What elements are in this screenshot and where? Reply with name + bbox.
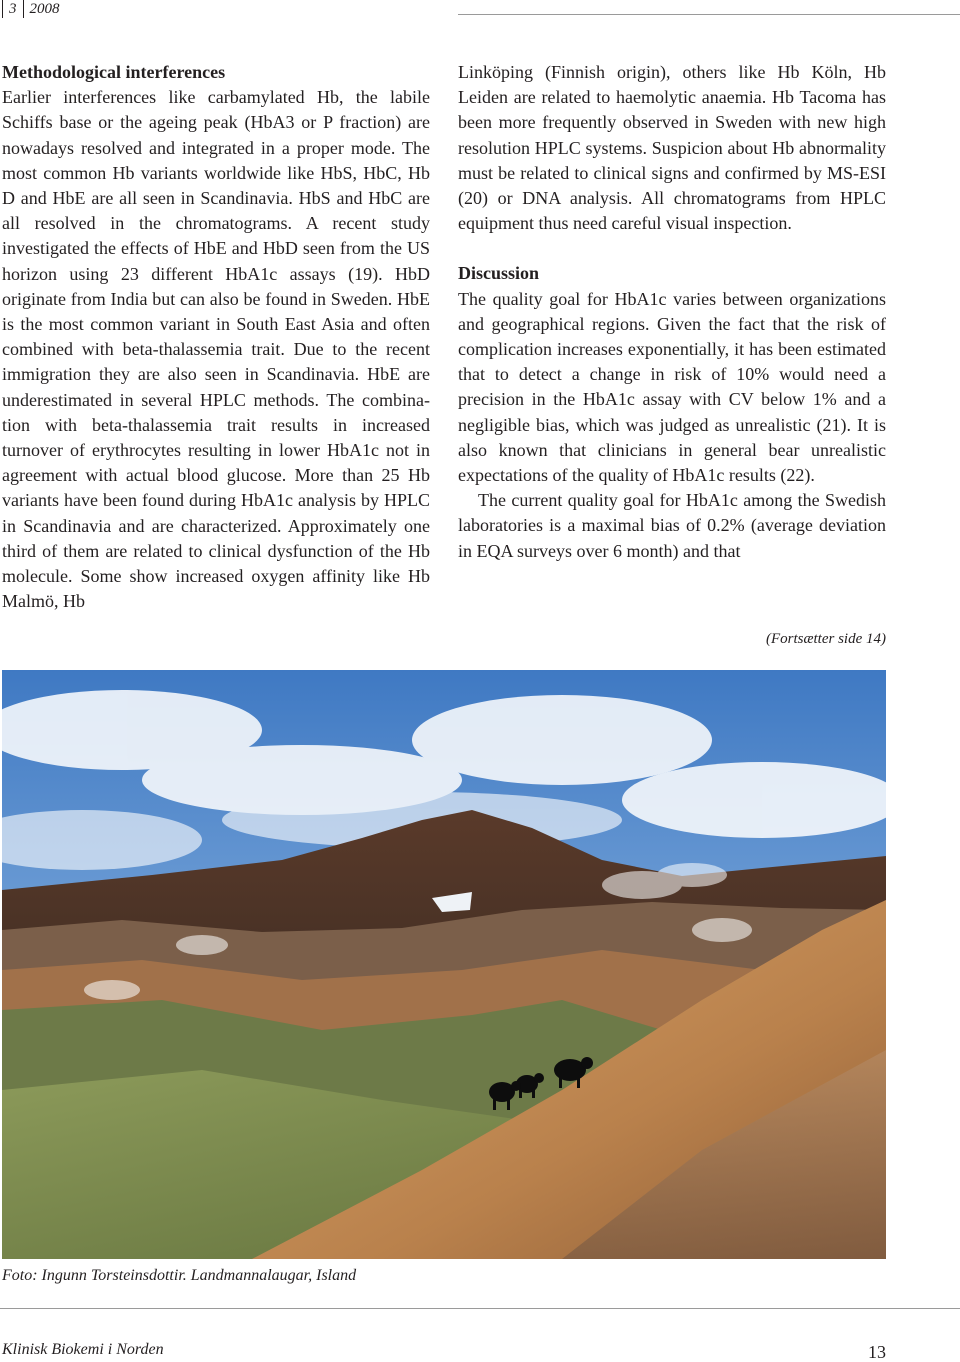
issue-label [2,0,66,20]
left-column [2,60,430,614]
footer-rule [0,1308,960,1309]
journal-name: Klinisk Biokemi i Norden [2,1341,164,1358]
section-heading-methodological: Methodological interferences [2,62,226,82]
landscape-photo [2,670,886,1259]
body-paragraph: Linköping (Finnish origin), others like Hb Köln, Hb Leiden are related to haemolytic anaemia. Hb Tacoma has been more frequently observed in Sweden with new high resolution HPLC systems. Suspicion about Hb abnormality must be related to clinical signs and confirmed by MS-ESI (20) or DNA analysis. All chromatograms from HPLC equipment thus need careful visual inspection. [458,62,886,234]
issue-year: 2008 [29,1,60,17]
photo-caption: Foto: Ingunn Torsteinsdottir. Landmannalaugar, Island [2,1267,357,1284]
body-paragraph: The current quality goal for HbA1c among the Swedish laboratories is a maximal bias of 0.2% (average deviation in EQA surveys over 6 month) and that [458,490,886,561]
issue-number: 3 [9,1,17,17]
body-paragraph: Earlier interferences like carbamylated Hb, the labile Schiffs base or the ageing peak (HbA3 or P fraction) are nowadays resolved and integrated in a proper mode. The most common Hb variants worldwide like HbS, HbC, Hb D and HbE are all seen in Scandinavia. HbS and HbC are all resolved in the chromatograms. A recent study investigated the effects of HbE and HbD seen from the US horizon using 23 different HbA1c assays (19). HbD originate from India but can also be found in Sweden. HbE is the most common variant in South East Asia and often combined with beta-thalassemia trait. Due to the recent immigration they are also seen in Scandinavia. HbE are underestimated in several HPLC methods. The combination with beta-thalassemia trait results in increased turnover of erythrocytes resulting in lower HbA1c not in agreement with actual blood glucose. More than 25 Hb variants have been found during HbA1c analysis by HPLC in Scandinavia and are characterized. Approximately one third of them are related to clinical dysfunction of the Hb molecule. Some show increased oxygen affinity like Hb Malmö, Hb [2,87,430,612]
header-rule [458,14,960,15]
page-number: 13 [868,1342,886,1362]
section-heading-discussion: Discussion [458,263,540,284]
body-paragraph: The quality goal for HbA1c varies between organizations and geographical regions. Given the fact that the risk of complication increases exponentially, it has been estimated that to detect a change in risk of 10% would need a precision in the HbA1c assay with CV below 1% and a negligible bias, which was judged as unrealistic (21). It is also known that clinicians in general bear unrealistic expectations of the quality of HbA1c results (22). [458,288,886,486]
paragraph-spacer [458,236,886,261]
right-column [458,60,886,564]
continued-note: (Fortsætter side 14) [766,631,886,647]
